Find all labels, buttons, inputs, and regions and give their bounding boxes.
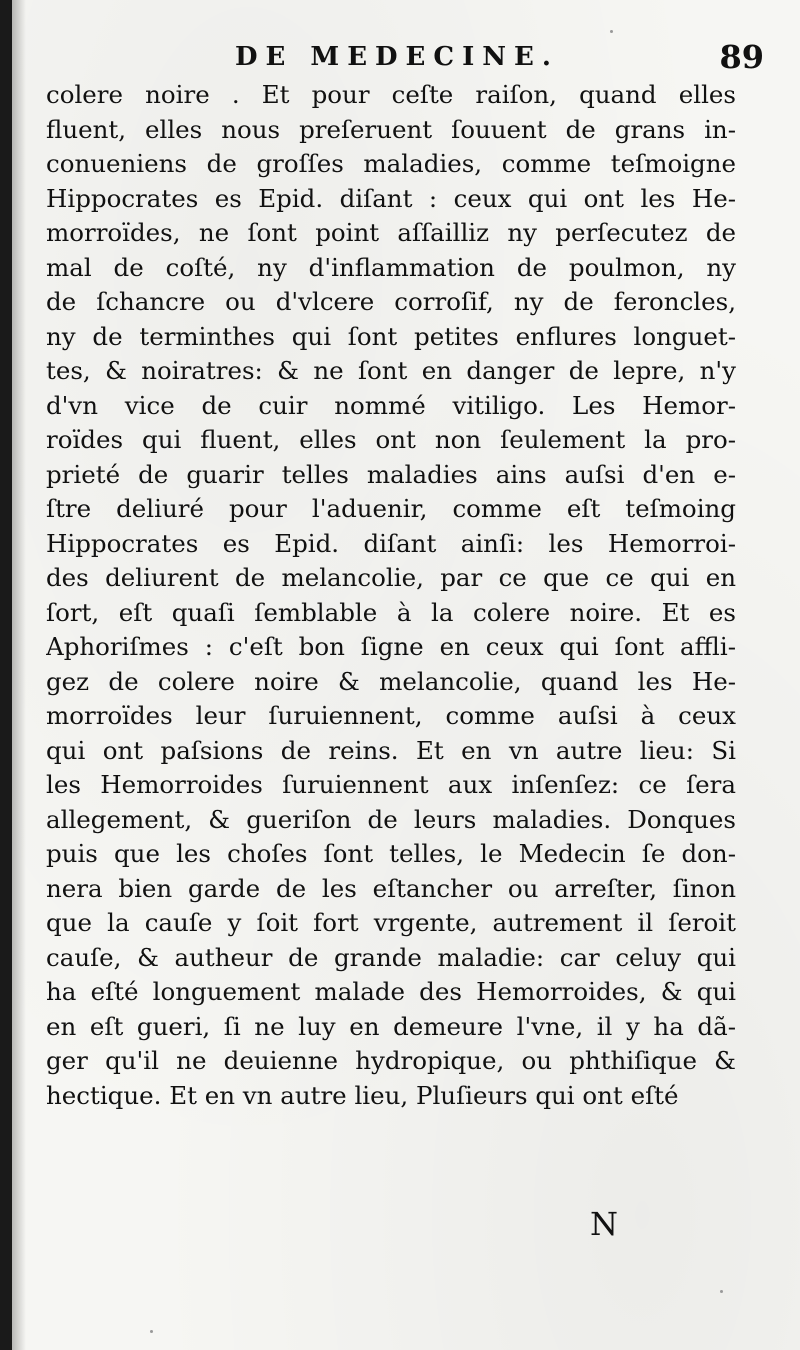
text-line: Hippocrates es Epid. diſant ainſi: les Hemorroi- [46, 528, 736, 558]
text-line: en eſt gueri, ſi ne luy en demeure l'vne, il y ha dã- [46, 1011, 736, 1041]
paper-speck [610, 30, 613, 33]
text-line: que la cauſe y ſoit fort vrgente, autrement il ſeroit [46, 908, 736, 937]
text-line: ha eſté longuement malade des Hemorroides, & qui [46, 977, 736, 1006]
text-line: qui ont paſsions de reins. Et en vn autre lieu: Si [46, 735, 736, 765]
page-number: 89 [719, 38, 764, 76]
text-line: d'vn vice de cuir nommé vitiligo. Les Hemor- [46, 390, 736, 420]
text-line: cauſe, & autheur de grande maladie: car celuy qui [46, 942, 736, 972]
text-line: des deliurent de melancolie, par ce que ce qui en [46, 563, 736, 592]
text-line: hectique. Et en vn autre lieu, Pluſieurs qui ont eſté [46, 1080, 679, 1110]
text-line: mal de coſté, ny d'inflammation de poulmon, ny [46, 252, 736, 282]
page-header [235, 38, 770, 78]
text-line: Aphoriſmes : c'eſt bon ſigne en ceux qui ſont affli- [46, 632, 736, 661]
text-line: roïdes qui fluent, elles ont non ſeulement la pro- [46, 425, 736, 454]
text-line: morroïdes, ne ſont point aſſailliz ny perſecutez de [46, 218, 736, 247]
text-line: nera bien garde de les eſtancher ou arreſter, ſinon [46, 873, 736, 903]
text-line: les Hemorroides ſuruiennent aux inſenſez: ce ſera [46, 770, 736, 799]
page-gutter-shadow [12, 0, 26, 1350]
signature-mark: N [590, 1205, 618, 1243]
body-text [46, 78, 736, 1113]
text-line: fluent, elles nous preſeruent ſouuent de grans in- [46, 114, 736, 144]
text-line: ger qu'il ne deuienne hydropique, ou phthiſique & [46, 1046, 736, 1075]
text-line: puis que les choſes ſont telles, le Medecin ſe don- [46, 839, 736, 868]
text-line: de ſchancre ou d'vlcere corroſif, ny de feroncles, [46, 287, 736, 316]
text-line: colere noire . Et pour ceſte raiſon, quand elles [46, 80, 736, 109]
text-line: gez de colere noire & melancolie, quand les He- [46, 666, 736, 696]
text-line: Hippocrates es Epid. diſant : ceux qui ont les He- [46, 183, 736, 213]
text-line: conueniens de groſſes maladies, comme teſmoigne [46, 149, 736, 178]
paper-speck [150, 1330, 153, 1333]
text-line: ny de terminthes qui ſont petites enflures longuet- [46, 321, 736, 351]
text-line: tes, & noiratres: & ne ſont en danger de lepre, n'y [46, 356, 736, 385]
paper-speck [720, 1290, 723, 1293]
text-line: prieté de guarir telles maladies ains auſsi d'en e- [46, 459, 736, 489]
running-head: DE MEDECINE. [235, 42, 559, 72]
text-line: morroïdes leur ſuruiennent, comme auſsi à ceux [46, 701, 736, 730]
text-line: ſtre deliuré pour l'aduenir, comme eſt teſmoing [46, 494, 736, 523]
text-line: ſort, eſt quaſi ſemblable à la colere noire. Et es [46, 597, 736, 627]
text-line: allegement, & gueriſon de leurs maladies. Donques [46, 804, 736, 834]
